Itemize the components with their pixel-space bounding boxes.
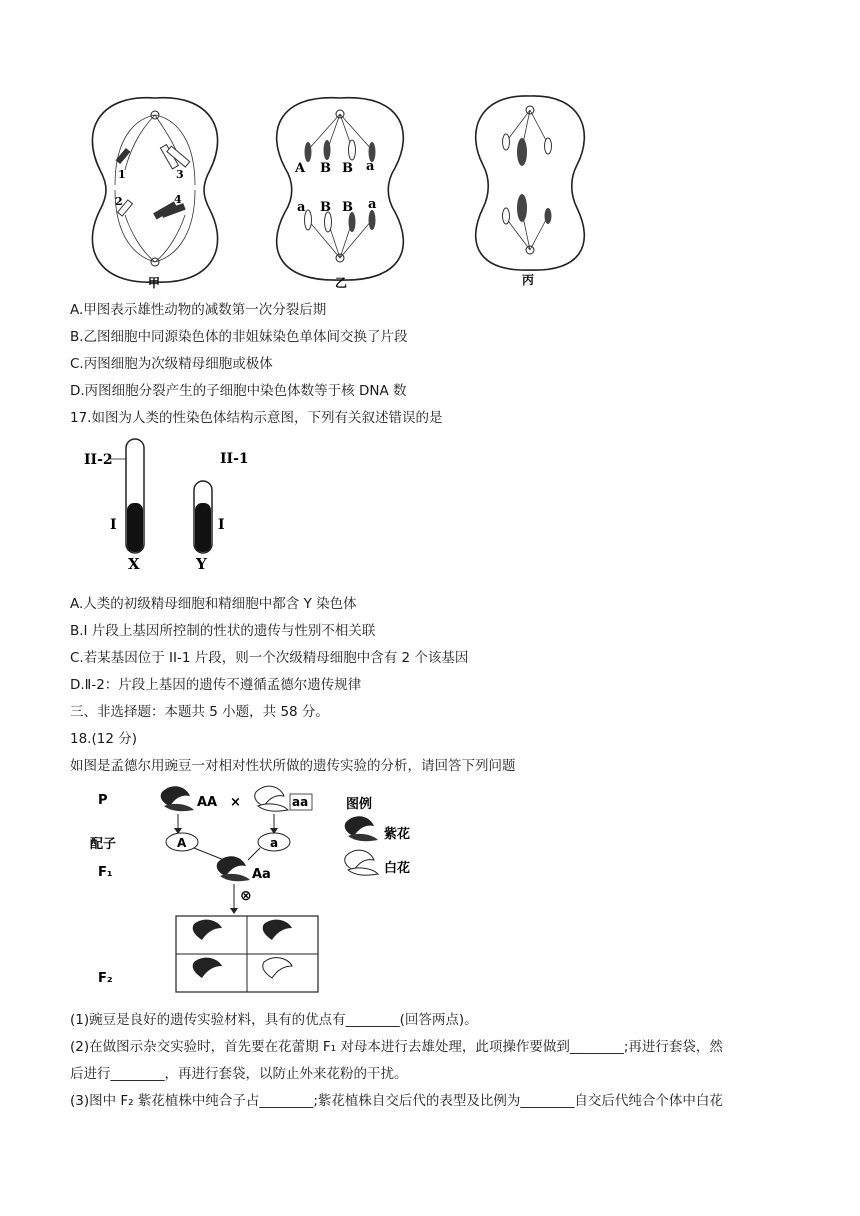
sex-chromosome-svg (84, 437, 264, 572)
parent-genotype-recessive: aa (292, 795, 309, 809)
generation-p-label: P (98, 793, 108, 808)
pea-cross-svg (84, 782, 454, 997)
q18-part1: (1)豌豆是良好的遗传实验材料，具有的优点有________(回答两点)。 (70, 1012, 478, 1028)
yi-top-allele-2: B (320, 161, 331, 176)
q16-option-a: A.甲图表示雄性动物的减数第一次分裂后期 (70, 302, 327, 318)
yi-bottom-allele-4: a (368, 197, 377, 212)
f1-purple-flower-icon (217, 856, 250, 881)
jia-label-2: 2 (115, 195, 123, 208)
gamete-dominant: A (177, 836, 187, 850)
legend-purple-label: 紫花 (384, 827, 411, 842)
q18-part2-line1: (2)在做图示杂交实验时，首先要在花蕾期 F₁ 对母本进行去雄处理，此项操作要做到________;再进行套袋，然 (70, 1039, 723, 1055)
white-flower-icon (255, 786, 288, 811)
cell-division-svg (70, 90, 630, 295)
q18-part3: (3)图中 F₂ 紫花植株中纯合子占________;紫花植株自交后代的表型及比例为________自交后代纯合个体中白花 (70, 1093, 723, 1109)
legend-white-flower-icon (345, 850, 378, 875)
yi-top-allele-4: a (366, 159, 375, 174)
parent-genotype-dominant: AA (197, 795, 218, 810)
yi-top-allele-1: A (295, 161, 306, 176)
yi-caption: 乙 (335, 276, 348, 290)
y-chromosome-name: Y (196, 555, 207, 572)
q17-option-c: C.若某基因位于 II-1 片段，则一个次级精母细胞中含有 2 个该基因 (70, 650, 469, 666)
yi-bottom-allele-3: B (342, 200, 353, 215)
gamete-recessive: a (270, 836, 279, 850)
y-segment-ii1-label: II-1 (220, 451, 249, 467)
q16-option-d: D.丙图细胞分裂产生的子细胞中染色体数等于核 DNA 数 (70, 383, 407, 399)
q16-option-b: B.乙图细胞中同源染色体的非姐妹染色单体间交换了片段 (70, 329, 408, 345)
q18-header: 18.(12 分) (70, 731, 137, 747)
f1-genotype: Aa (252, 867, 271, 882)
x-segment-ii2-label: II-2 (84, 452, 113, 468)
sex-chromosome-figure (84, 437, 264, 572)
yi-top-allele-3: B (342, 161, 353, 176)
q18-part2-line2: 后进行________，再进行套袋，以防止外来花粉的干扰。 (70, 1066, 408, 1082)
purple-flower-icon (161, 786, 194, 811)
generation-gamete-label: 配子 (90, 837, 117, 852)
q17-option-b: B.I 片段上基因所控制的性状的遗传与性别不相关联 (70, 623, 376, 639)
q18-intro: 如图是孟德尔用豌豆一对相对性状所做的遗传实验的分析，请回答下列问题 (70, 758, 516, 774)
legend-purple-flower-icon (345, 816, 378, 841)
generation-f2-label: F₂ (98, 971, 113, 986)
q16-option-c: C.丙图细胞为次级精母细胞或极体 (70, 356, 273, 372)
self-cross-symbol: ⊗ (240, 888, 252, 904)
section-three-heading: 三、非选择题：本题共 5 小题，共 58 分。 (70, 704, 329, 720)
q17-option-a: A.人类的初级精母细胞和精细胞中都含 Y 染色体 (70, 596, 357, 612)
jia-label-1: 1 (118, 168, 126, 181)
yi-bottom-allele-1: a (297, 200, 306, 215)
yi-bottom-allele-2: B (320, 200, 331, 215)
cell-division-figure (70, 90, 630, 295)
cross-symbol: × (230, 795, 241, 810)
legend-white-label: 白花 (384, 861, 411, 876)
generation-f1-label: F₁ (98, 865, 113, 880)
jia-caption: 甲 (148, 276, 161, 290)
jia-label-4: 4 (174, 193, 182, 206)
bing-caption: 丙 (522, 273, 535, 287)
y-segment-i-label: I (218, 517, 225, 533)
jia-label-3: 3 (176, 168, 184, 181)
legend-title: 图例 (346, 797, 373, 812)
x-chromosome-name: X (128, 555, 140, 572)
x-segment-i-label: I (110, 517, 117, 533)
q17-stem: 17.如图为人类的性染色体结构示意图，下列有关叙述错误的是 (70, 410, 443, 426)
pea-cross-figure (84, 782, 454, 997)
q17-option-d: D.Ⅱ-2：片段上基因的遗传不遵循孟德尔遗传规律 (70, 677, 362, 693)
